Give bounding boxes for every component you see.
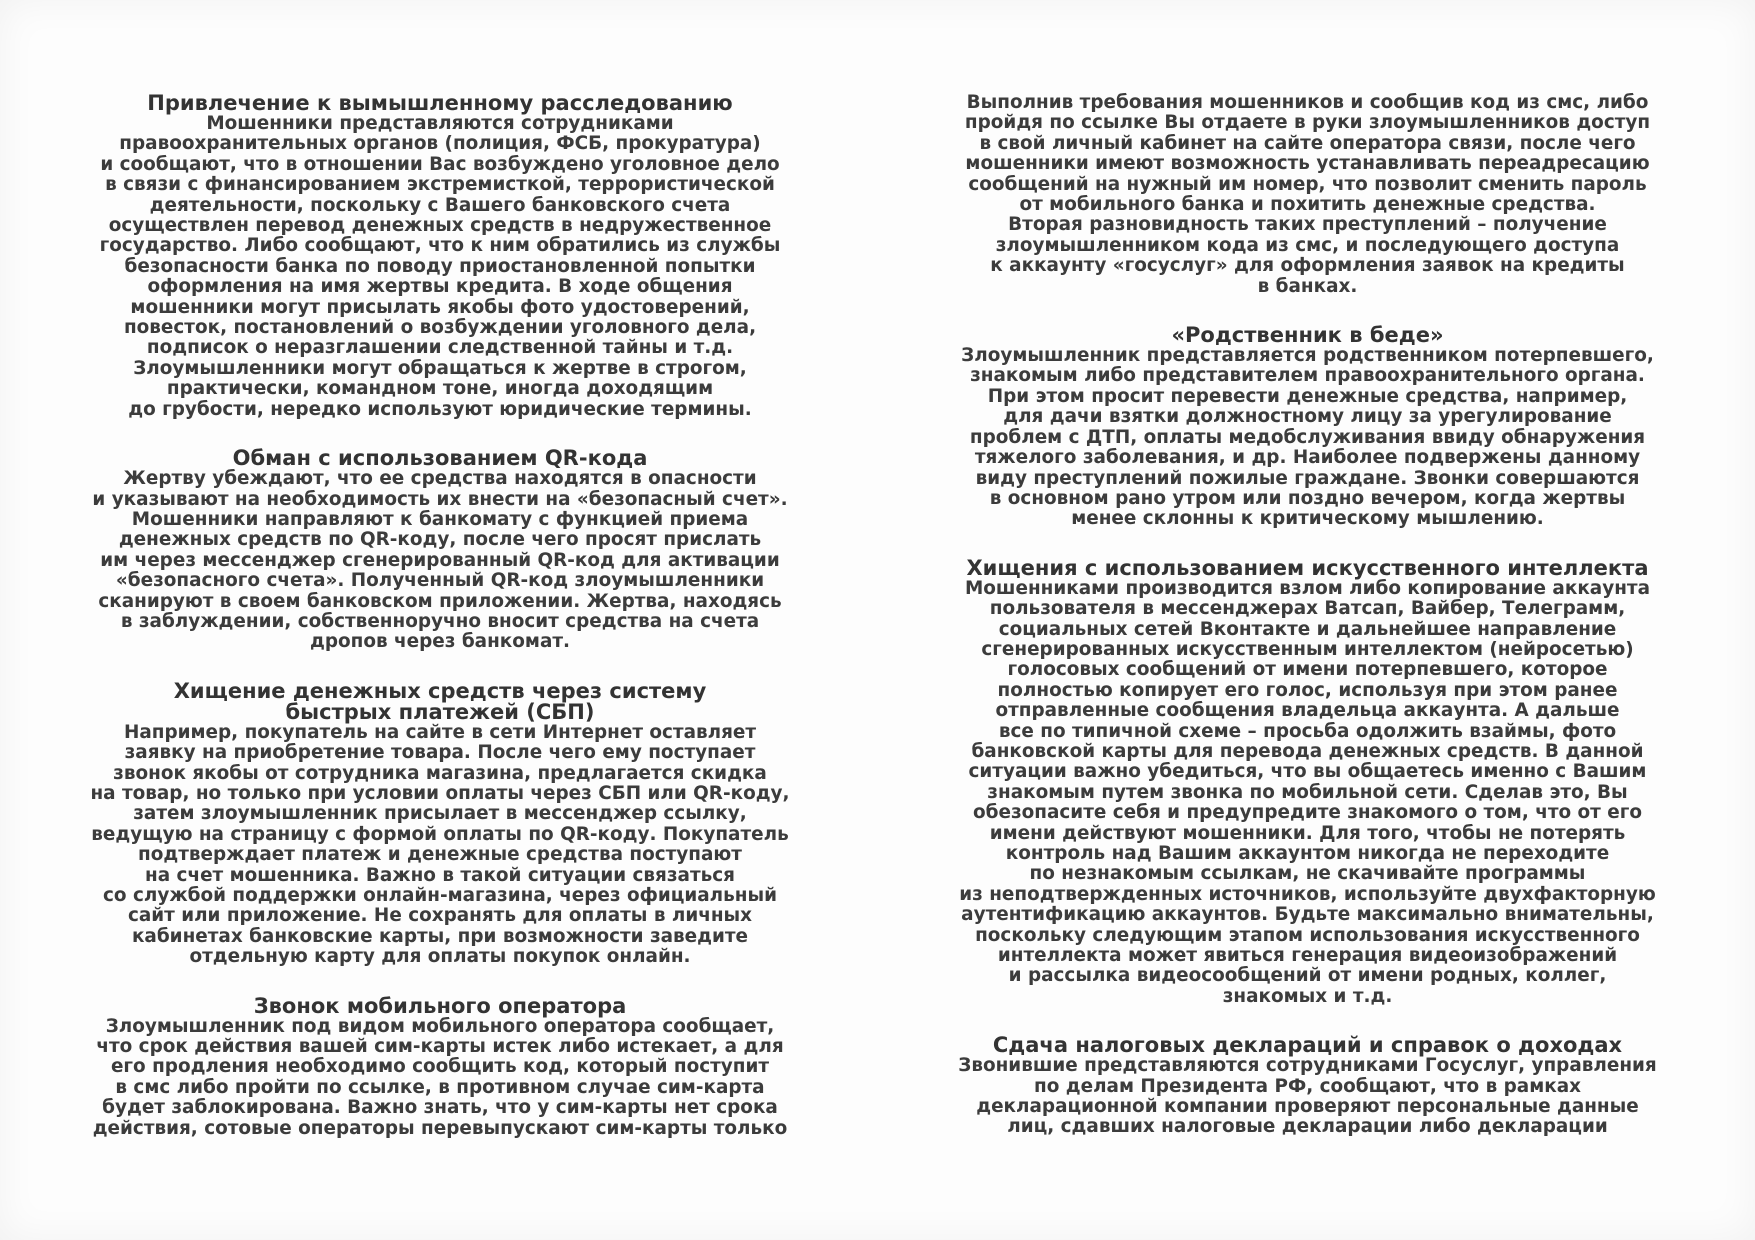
text-line: мошенники могут присылать якобы фото удостоверений, (130, 296, 750, 318)
text-line: заявку на приобретение товара. После чего ему поступает (124, 742, 756, 764)
text-line: злоумышленником кода из смс, и последующего доступа (995, 234, 1620, 256)
text-line: «безопасного счета». Полученный QR-код злоумышленники (115, 570, 765, 592)
text-line: сгенерированных искусственным интеллектом (нейросетью) (981, 638, 1634, 660)
text-line: денежных средств по QR-коду, после чего просят прислать (118, 529, 762, 551)
text-line: полностью копирует его голос, используя при этом ранее (997, 679, 1618, 701)
text-line: Злоумышленники могут обращаться к жертве в строгом, (133, 357, 747, 379)
text-line: в основном рано утром или поздно вечером, когда жертвы (989, 487, 1626, 509)
text-line: и указывают на необходимость их внести на «безопасный счет». (92, 488, 788, 510)
text-line: знакомых и т.д. (1222, 985, 1393, 1007)
text-line: в смс либо пройти по ссылке, в противном случае сим-карта (115, 1076, 765, 1098)
section-mobile-operator-continued (885, 93, 1730, 297)
text-line: затем злоумышленник присылает в мессенджер ссылку, (133, 803, 747, 825)
section-heading: Сдача налоговых деклараций и справок о доходах (992, 1033, 1623, 1058)
text-line: голосовых сообщений от имени потерпевшего, которое (1007, 659, 1608, 681)
text-line: Жертву убеждают, что ее средства находятся в опасности (123, 468, 757, 490)
text-line: Мошенники представляются сотрудниками (206, 113, 674, 134)
text-line: лиц, сдавших налоговые декларации либо декларации (1007, 1116, 1608, 1138)
text-line: правоохранительных органов (полиция, ФСБ, прокуратура) (119, 133, 761, 155)
text-line: из неподтвержденных источников, используйте двухфакторную (959, 883, 1656, 905)
text-line: в банках. (1257, 275, 1358, 297)
text-line: повесток, постановлений о возбуждении уголовного дела, (123, 317, 757, 339)
text-line: и сообщают, что в отношении Вас возбуждено уголовное дело (100, 153, 780, 175)
text-line: на счет мошенника. Важно в такой ситуации связаться (145, 864, 735, 886)
text-line: ситуации важно убедиться, что вы общаетесь именно с Вашим (968, 761, 1647, 783)
text-line: его продления необходимо сообщить код, который поступит (110, 1056, 770, 1078)
text-line: Вторая разновидность таких преступлений – получение (1008, 214, 1607, 236)
text-line: кабинетах банковские карты, при возможности заведите (131, 925, 749, 947)
text-line: Выполнив требования мошенников и сообщив код из смс, либо (966, 92, 1649, 113)
text-line: подписок о неразглашении следственной тайны и т.д. (146, 337, 734, 359)
section-heading: Звонок мобильного оператора (253, 993, 627, 1018)
text-line: будет заблокирована. Важно знать, что у сим-карты нет срока (102, 1097, 778, 1119)
section-heading: Обман с использованием QR-кода (232, 446, 648, 471)
text-line: что срок действия вашей сим-карты истек либо истекает, а для (96, 1036, 784, 1058)
text-line: имени действуют мошенники. Для того, чтобы не потерять (989, 822, 1626, 844)
text-line: сообщений на нужный им номер, что позволит сменить пароль (968, 173, 1647, 195)
text-line: банковской карты для перевода денежных средств. В данной (971, 740, 1644, 762)
text-line: знакомым путем звонка по мобильной сети. Сделав это, Вы (987, 781, 1628, 803)
text-line: декларационной компании проверяют персональные данные (976, 1096, 1639, 1118)
right-column (885, 92, 1730, 1138)
text-line: интеллекта может явиться генерация видеоизображений (997, 945, 1618, 967)
section-heading: Привлечение к вымышленному расследованию (147, 91, 733, 115)
text-line: Мошенники направляют к банкомату с функцией приема (131, 508, 749, 530)
text-line: менее склонны к критическому мышлению. (1071, 508, 1544, 530)
text-line: Мошенниками производится взлом либо копирование аккаунта (965, 577, 1650, 599)
text-line: в свой личный кабинет на сайте оператора связи, после чего (979, 132, 1636, 154)
text-line: до грубости, нередко используют юридические термины. (128, 398, 752, 420)
text-line: на товар, но только при условии оплаты через СБП или QR-коду, (90, 782, 790, 804)
text-line: аутентификацию аккаунтов. Будьте максимально внимательны, (961, 904, 1654, 926)
text-line: социальных сетей Вконтакте и дальнейшее направление (998, 618, 1617, 640)
text-line: сайт или приложение. Не сохранять для оплаты в личных (127, 905, 753, 927)
section-gap (885, 297, 1730, 325)
text-line: деятельности, поскольку с Вашего банковского счета (149, 194, 731, 216)
text-line: для дачи взятки должностному лицу за урегулирование (1003, 406, 1612, 428)
text-line: осуществлен перевод денежных средств в недружественное (108, 215, 772, 237)
text-line: оформления на имя жертвы кредита. В ходе общения (147, 276, 733, 298)
left-column (20, 91, 860, 1139)
text-line: к аккаунту «госуслуг» для оформления заявок на кредиты (990, 255, 1625, 277)
text-line: проблем с ДТП, оплаты медобслуживания ввиду обнаружения (969, 426, 1646, 448)
text-line: по делам Президента РФ, сообщают, что в рамках (1034, 1075, 1581, 1097)
text-line: отправленные сообщения владельца аккаунта. А дальше (995, 700, 1620, 722)
section-heading: Хищения с использованием искусственного интеллекта (966, 555, 1649, 580)
text-line: поскольку следующим этапом использования искусственного (975, 924, 1640, 946)
text-line: Звонившие представляются сотрудниками Госуслуг, управления (958, 1055, 1657, 1077)
text-line: государство. Либо сообщают, что к ним обратились из службы (99, 235, 781, 257)
text-line: мошенники имеют возможность устанавливать переадресацию (965, 153, 1650, 175)
text-line: Злоумышленник представляется родственником потерпевшего, (961, 345, 1654, 367)
text-line: со службой поддержки онлайн-магазина, через официальный (103, 885, 777, 906)
text-line: обезопасите себя и предупредите знакомого о том, что от его (973, 802, 1642, 824)
text-line: пользователя в мессенджерах Ватсап, Вайбер, Телеграмм, (989, 598, 1626, 620)
section-heading: «Родственник в беде» (1171, 323, 1444, 348)
text-line: ведущую на страницу с формой оплаты по QR-коду. Покупатель (91, 823, 789, 845)
text-line: отдельную карту для оплаты покупок онлайн. (189, 946, 691, 968)
text-line: им через мессенджер сгенерированный QR-код для активации (100, 549, 780, 571)
text-line: звонок якобы от сотрудника магазина, предлагается скидка (113, 762, 767, 784)
text-line: знакомым либо представителем правоохранительного органа. (970, 365, 1645, 387)
text-line: в связи с финансированием экстремисткой, террористической (105, 174, 775, 196)
text-line: от мобильного банка и похитить денежные средства. (1019, 194, 1596, 216)
text-line: Например, покупатель на сайте в сети Интернет оставляет (123, 721, 757, 743)
text-line: сканируют в своем банковском приложении. Жертва, находясь (98, 590, 782, 612)
text-line: тяжелого заболевания, и др. Наиболее подвержены данному (974, 447, 1641, 469)
section-gap (20, 420, 860, 448)
section-ai-theft (885, 555, 1730, 1008)
section-gap (20, 968, 860, 996)
text-line: дропов через банкомат. (309, 631, 571, 653)
text-line: все по типичной схеме – просьба одолжить взаймы, фото (998, 720, 1617, 742)
section-mobile-operator-call (20, 993, 860, 1139)
section-gap (885, 1007, 1730, 1035)
text-line: действия, сотовые операторы перевыпускают сим-карты только (92, 1117, 788, 1139)
text-line: и рассылка видеосообщений от имени родных, коллег, (1008, 965, 1607, 987)
section-gap (885, 530, 1730, 558)
section-relative-in-trouble (885, 325, 1730, 530)
section-fake-investigation (20, 93, 860, 420)
text-line: пройдя по ссылке Вы отдаете в руки злоумышленников доступ (964, 112, 1651, 134)
text-line: по незнакомым ссылкам, не скачивайте программы (1029, 863, 1586, 885)
text-line: безопасности банка по поводу приостановленной попытки (124, 255, 756, 277)
text-line: виду преступлений пожилые граждане. Звонки совершаются (975, 467, 1640, 489)
text-line: Злоумышленник под видом мобильного оператора сообщает, (105, 1015, 775, 1037)
text-line: При этом просит перевести денежные средства, например, (987, 385, 1628, 407)
section-qr-code-fraud (20, 448, 860, 653)
section-tax-declarations (885, 1035, 1730, 1138)
section-sbp-theft (20, 678, 860, 968)
section-heading: Хищение денежных средств через систему быстрых платежей (СБП) (173, 678, 707, 724)
text-line: контроль над Вашим аккаунтом никогда не переходите (1005, 843, 1610, 864)
text-line: практически, командном тоне, иногда доходящим (166, 378, 714, 400)
section-gap (20, 653, 860, 681)
text-line: подтверждает платеж и денежные средства поступают (138, 844, 742, 866)
text-line: в заблуждении, собственноручно вносит средства на счета (120, 610, 760, 632)
